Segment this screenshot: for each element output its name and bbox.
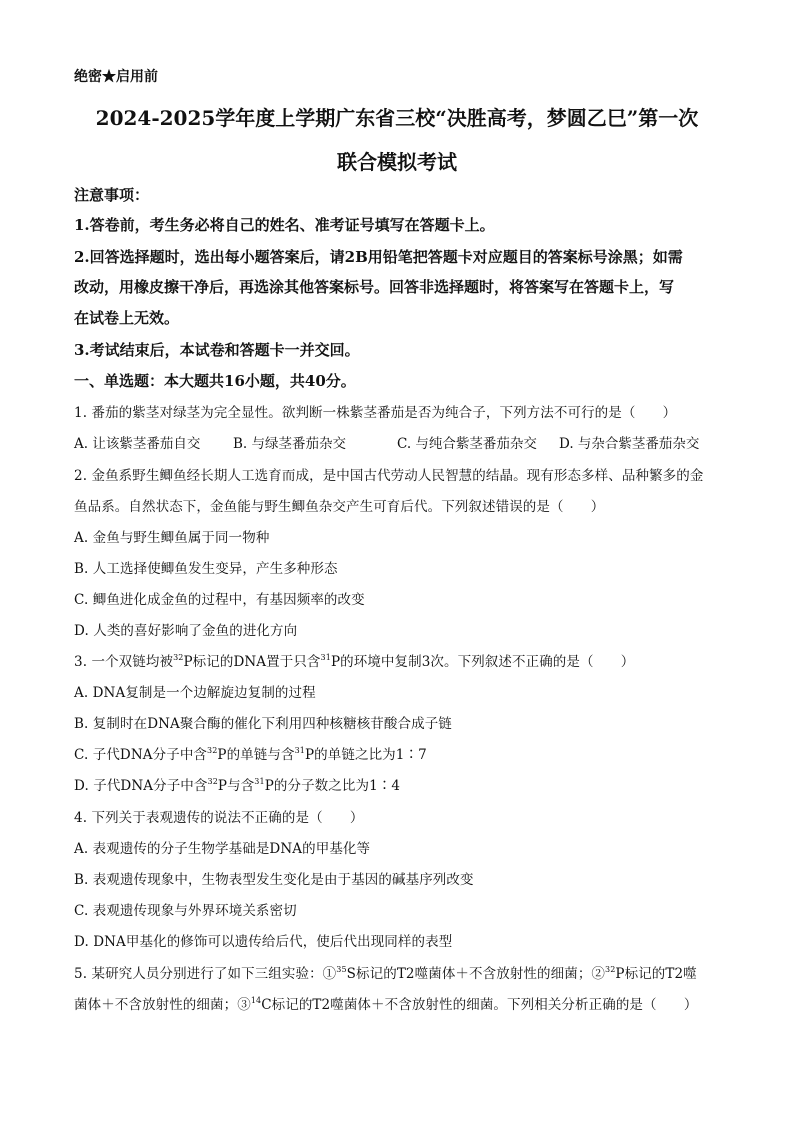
question-5-stem-line2: 菌体＋不含放射性的细菌；③$^{14}$C标记的T2噬菌体＋不含放射性的细菌。下列相关分析正确的是（ ） [74, 996, 698, 1013]
section-heading: 一、单选题：本大题共16小题，共40分。 [74, 372, 356, 390]
notice-item-2-line3: 在试卷上无效。 [74, 309, 180, 327]
question-4-option-d: D. DNA甲基化的修饰可以遗传给后代，使后代出现同样的表型 [74, 934, 453, 950]
question-2-option-d: D. 人类的喜好影响了金鱼的进化方向 [74, 623, 298, 639]
question-2-option-c: C. 鲫鱼进化成金鱼的过程中，有基因频率的改变 [74, 592, 365, 608]
question-2-option-a: A. 金鱼与野生鲫鱼属于同一物种 [74, 530, 270, 546]
question-1-option-c: C. 与纯合紫茎番茄杂交 [397, 436, 537, 452]
question-2-option-b: B. 人工选择使鲫鱼发生变异，产生多种形态 [74, 561, 338, 577]
confidential-mark: 绝密★启用前 [74, 69, 158, 85]
question-1-option-a: A. 让该紫茎番茄自交 [74, 436, 201, 452]
question-4-stem: 4. 下列关于表观遗传的说法不正确的是（ ） [74, 810, 364, 826]
question-2-stem-line2: 鱼品系。自然状态下，金鱼能与野生鲫鱼杂交产生可育后代。下列叙述错误的是（ ） [74, 499, 605, 515]
question-5-stem-line1: 5. 某研究人员分别进行了如下三组实验：①$^{35}$S标记的T2噬菌体＋不含放射性的细菌；②$^{32}$P标记的T2噬 [74, 965, 697, 982]
question-3-option-c: C. 子代DNA分子中含$^{32}$P的单链与含$^{31}$P的单链之比为1∶7 [74, 746, 427, 763]
question-3-option-b: B. 复制时在DNA聚合酶的催化下利用四种核糖核苷酸合成子链 [74, 716, 452, 732]
question-3-option-a: A. DNA复制是一个边解旋边复制的过程 [74, 685, 316, 701]
notice-item-2-line1: 2.回答选择题时，选出每小题答案后，请2B用铅笔把答题卡对应题目的答案标号涂黑；如需 [74, 248, 683, 266]
question-1-option-b: B. 与绿茎番茄杂交 [233, 436, 347, 452]
question-1-stem: 1. 番茄的紫茎对绿茎为完全显性。欲判断一株紫茎番茄是否为纯合子，下列方法不可行的是（ ） [74, 405, 677, 421]
exam-title-line2: 联合模拟考试 [337, 150, 457, 174]
notice-item-1: 1.答卷前，考生务必将自己的姓名、准考证号填写在答题卡上。 [74, 216, 495, 234]
exam-title-line1: 2024-2025学年度上学期广东省三校“决胜高考，梦圆乙巳”第一次 [95, 106, 699, 130]
question-4-option-b: B. 表观遗传现象中，生物表型发生变化是由于基因的碱基序列改变 [74, 872, 474, 888]
question-4-option-c: C. 表观遗传现象与外界环境关系密切 [74, 903, 297, 919]
question-1-option-d: D. 与杂合紫茎番茄杂交 [559, 436, 700, 452]
notice-heading: 注意事项： [74, 186, 150, 204]
notice-item-3: 3.考试结束后，本试卷和答题卡一并交回。 [74, 341, 360, 359]
question-4-option-a: A. 表观遗传的分子生物学基础是DNA的甲基化等 [74, 841, 371, 857]
question-3-option-d: D. 子代DNA分子中含$^{32}$P与含$^{31}$P的分子数之比为1∶4 [74, 777, 401, 794]
question-3-stem: 3. 一个双链均被$^{32}$P标记的DNA置于只含$^{31}$P的环境中复制3次。下列叙述不正确的是（ ） [74, 653, 635, 670]
notice-item-2-line2: 改动，用橡皮擦干净后，再选涂其他答案标号。回答非选择题时，将答案写在答题卡上，写 [74, 278, 675, 296]
question-2-stem-line1: 2. 金鱼系野生鲫鱼经长期人工选育而成，是中国古代劳动人民智慧的结晶。现有形态多样、品种繁多的金 [74, 468, 704, 484]
